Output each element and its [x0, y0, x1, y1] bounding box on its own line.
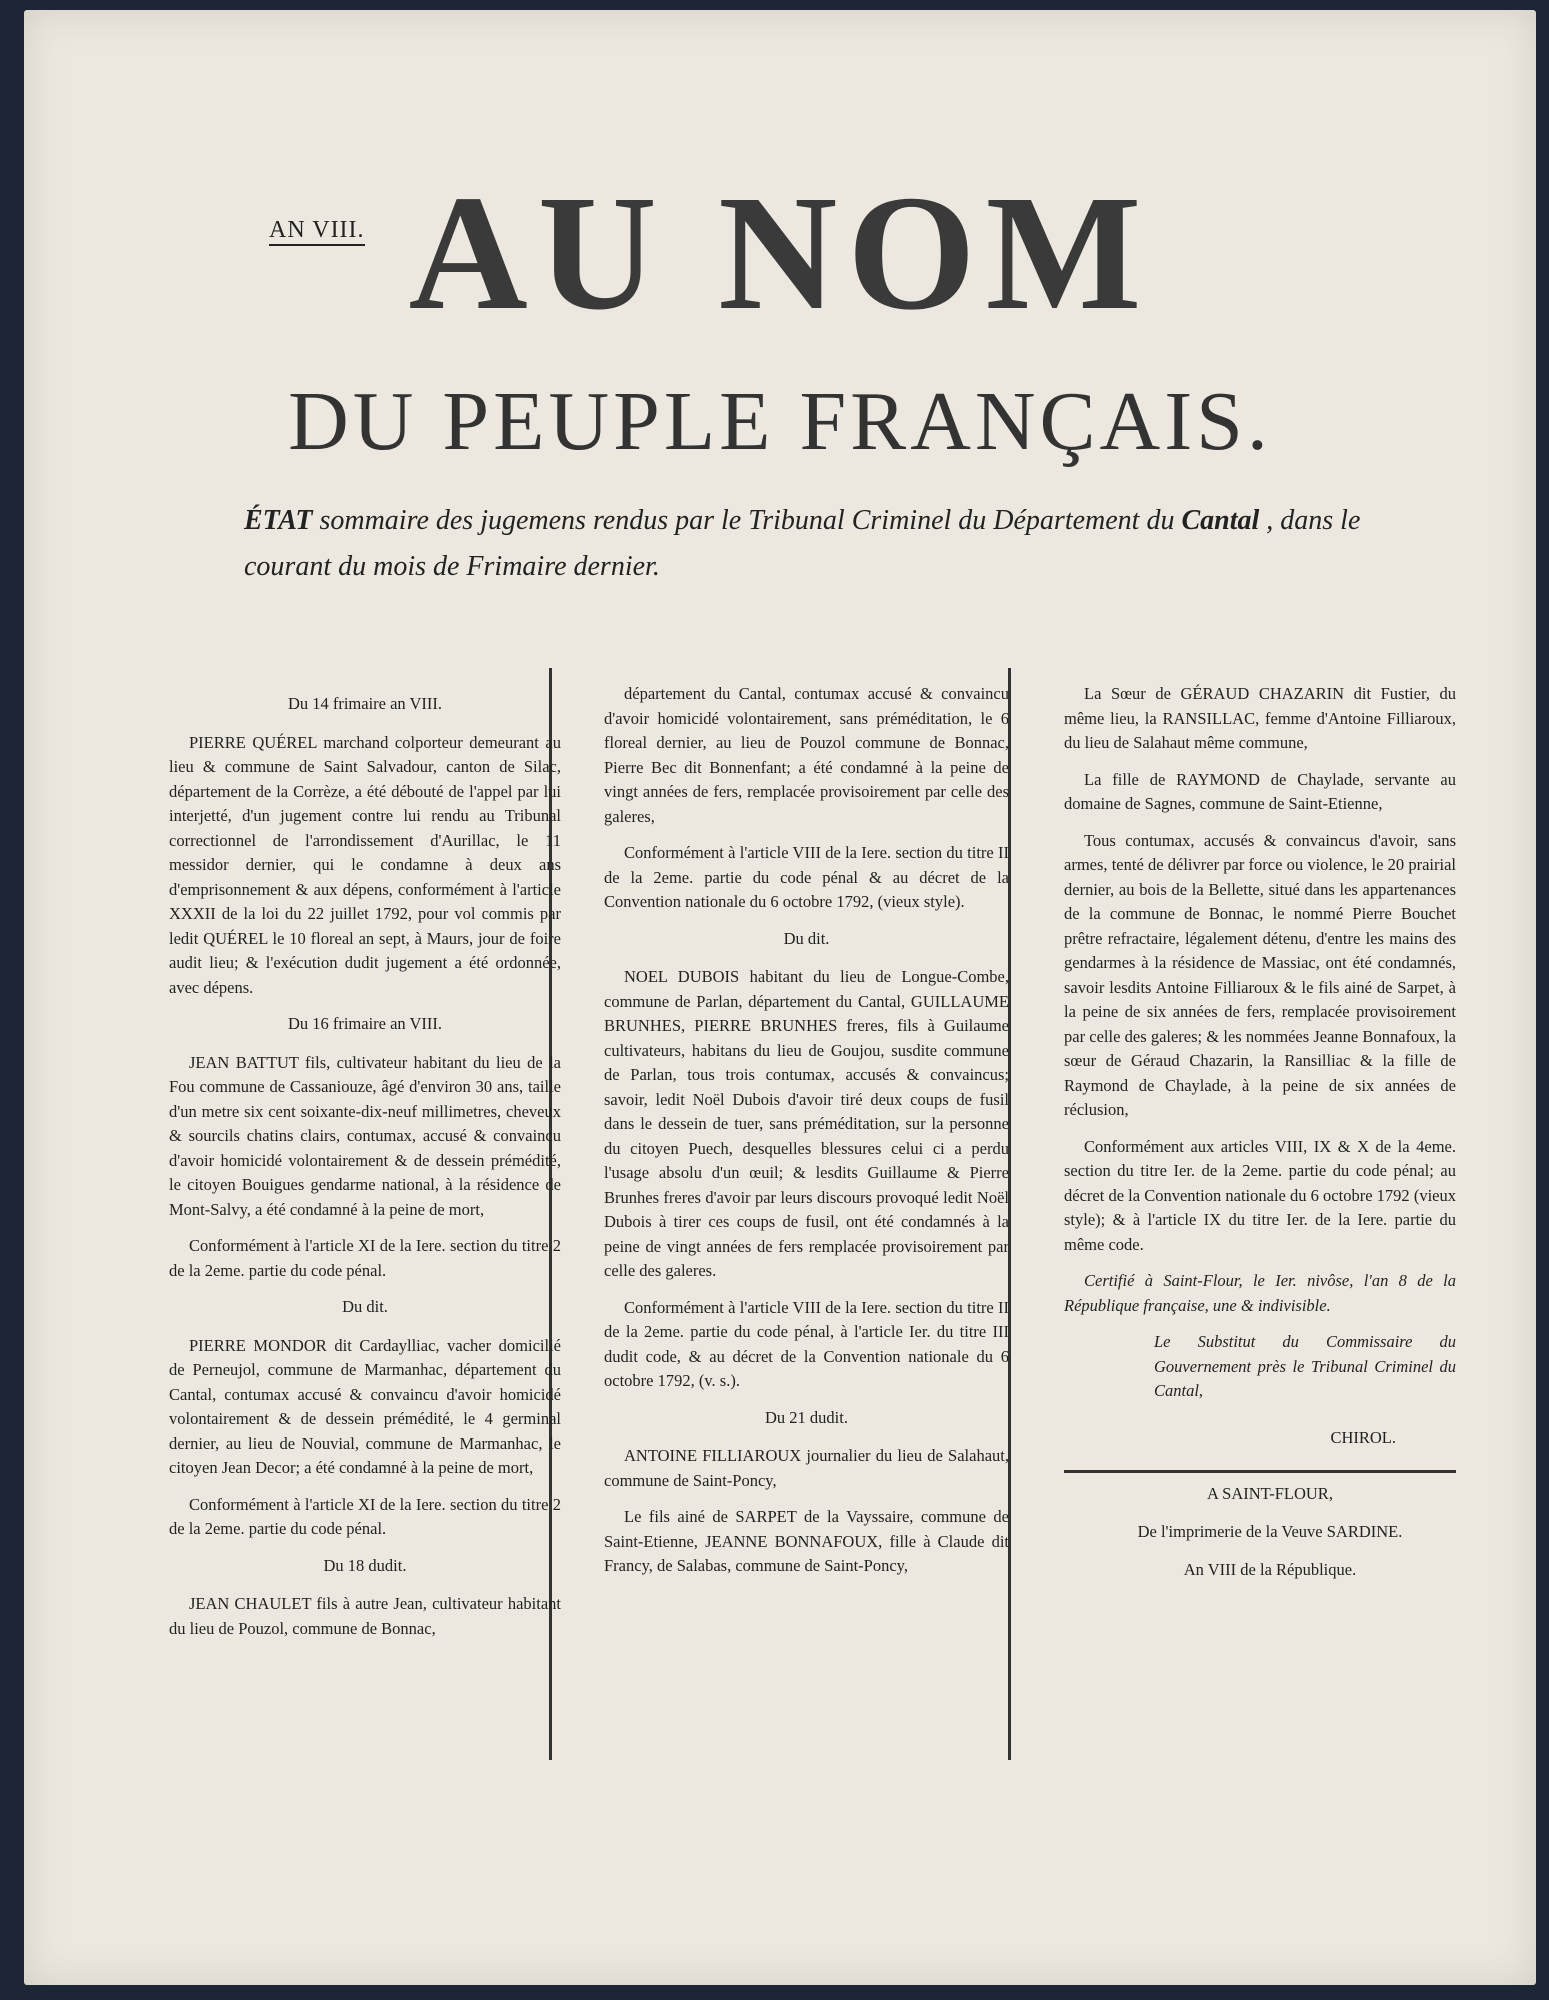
accused-filliaroux: ANTOINE FILLIAROUX journalier du lieu de Salahaut, commune de Saint-Poncy,	[604, 1446, 1009, 1490]
date-heading: Du 16 frimaire an VIII.	[287, 1014, 443, 1033]
etat-heading	[244, 498, 1364, 590]
column-3	[1064, 682, 1456, 1595]
certification: Certifié à Saint-Flour, le Ier. nivôse, l'an 8 de la République française, une & indivisible.	[1064, 1271, 1456, 1315]
substitut-title: Le Substitut du Commissaire du Gouvernement près le Tribunal Criminel du Cantal,	[1154, 1332, 1456, 1400]
judgement-dubois-brunhes: NOEL DUBOIS habitant du lieu de Longue-Combe, commune de Parlan, département du Cantal, GUILLAUME BRUNHES, PIERRE BRUNHES freres, fils à Guilaume cultivateurs, habitans du lieu de Goujou, susdite commune de Parlan, tous trois contumax, accusés & convaincus; savoir, ledit Noël Dubois d'avoir tiré deux coups de fusil dans le dessein de tuer, sans préméditation, sur la personne du citoyen Puech, desquelles blessures celui ci a perdu l'usage absolu d'un œuil; & lesdits Guillaume & Pierre Brunhes freres d'avoir par leurs discours provoqué ledit Noël Dubois à tirer ces coups de fusil, ont été condamnés à la peine de vingt années de fers remplacée provisoirement par celle des galeres.	[604, 967, 1009, 1280]
article-reference: Conformément à l'article VIII de la Iere. section du titre II de la 2eme. partie du code pénal & au décret de la Convention nationale du 6 octobre 1792, (vieux style).	[604, 843, 1009, 911]
accused-chazarin-ransillac: La Sœur de GÉRAUD CHAZARIN dit Fustier, du même lieu, la RANSILLAC, femme d'Antoine Filliaroux, du lieu de Salahaut même commune,	[1064, 684, 1456, 752]
article-reference: Conformément à l'article VIII de la Iere. section du titre II de la 2eme. partie du code pénal, à l'article Ier. du titre III dudit code, & au décret de la Convention nationale du 6 octobre 1792, (v. s.).	[604, 1297, 1009, 1390]
judgement-bellette: Tous contumax, accusés & convaincus d'avoir, sans armes, tenté de délivrer par force ou violence, le 20 prairial dernier, au bois de la Bellette, situé dans les appartenances de la commune de Bonnac, le nommé Pierre Bouchet prêtre refractaire, légalement détenu, d'entre les mains des gendarmes à la résidence de Massiac, ont été condamnés, savoir lesdits Antoine Filliaroux & le fils ainé de Sarpet, à la peine de six années de fers, remplacée provisoirement par celle des galeres; & les nommées Jeanne Bonnafoux, la sœur de Géraud Chazarin, la Ransilliac & la fille de Raymond de Chaylade, à la peine de six années de réclusion,	[1064, 830, 1456, 1119]
imprint-city: A SAINT-FLOUR,	[1207, 1484, 1333, 1503]
article-reference: Conformément à l'article XI de la Iere. section du titre 2 de la 2eme. partie du code pénal.	[169, 1236, 561, 1280]
imprint-year: An VIII de la République.	[1183, 1560, 1357, 1579]
title-au-nom: AU NOM	[408, 161, 1152, 344]
judgement-chaulet-start: JEAN CHAULET fils à autre Jean, cultivateur habitant du lieu de Pouzol, commune de Bonnac,	[169, 1594, 561, 1638]
date-heading: Du dit.	[342, 1297, 388, 1316]
date-heading: Du dit.	[783, 928, 830, 948]
title-peuple-francais: DU PEUPLE FRANÇAIS.	[288, 375, 1272, 468]
judgement-mondor: PIERRE MONDOR dit Cardaylliac, vacher domicilié de Perneujol, commune de Marmanhac, département du Cantal, contumax accusé & convaincu d'avoir homicidé volontairement & de dessein prémédité, le 4 germinal dernier, au lieu de Nouvial, commune de Marmanhac, le citoyen Jean Decor; a été condamné à la peine de mort,	[169, 1335, 561, 1477]
imprint-rule	[1064, 1470, 1456, 1473]
poster-sheet	[24, 10, 1536, 1985]
judgement-battut: JEAN BATTUT fils, cultivateur habitant du lieu de la Fou commune de Cassaniouze, âgé d'environ 30 ans, taille d'un metre six cent soixante-dix-neuf millimetres, cheveux & sourcils chatins clairs, contumax, accusé & convaincu d'avoir homicidé volontairement & de dessein prémédité, le citoyen Bouigues gendarme national, à la résidence de Mont-Salvy, a été condamné à la peine de mort,	[169, 1052, 561, 1219]
judgement-querel: PIERRE QUÉREL marchand colporteur demeurant au lieu & commune de Saint Salvadour, canton de Silac, département de la Corrèze, a été débouté de l'appel par lui interjetté, d'un jugement contre lui rendu au Tribunal correctionnel de l'arrondissement d'Aurillac, le 11 messidor dernier, qui le condamne à deux ans d'emprisonnement & aux dépens, conformément à l'article XXXII de la loi du 22 juillet 1792, pour vol commis par ledit QUÉREL le 10 floreal an sept, à Maurs, jour de foire audit lieu; & l'exécution dudit jugement a été ordonnée, avec dépens.	[169, 732, 561, 997]
year-label: AN VIII.	[269, 217, 365, 246]
etat-lead: ÉTAT	[244, 505, 313, 536]
imprint-printer: De l'imprimerie de la Veuve SARDINE.	[1137, 1522, 1403, 1541]
etat-text: sommaire des jugemens rendus par le Tribunal Criminel du Département du	[312, 505, 1182, 536]
etat-cantal: Cantal	[1181, 505, 1260, 536]
column-2	[604, 682, 1009, 1591]
accused-sarpet-bonnafoux: Le fils ainé de SARPET de la Vayssaire, commune de Saint-Etienne, JEANNE BONNAFOUX, fille à Claude dit Francy, de Salabas, commune de Saint-Poncy,	[604, 1507, 1009, 1575]
signature-chirol: CHIROL.	[1330, 1427, 1396, 1447]
date-heading: Du 18 dudit.	[323, 1555, 407, 1575]
article-reference: Conformément aux articles VIII, IX & X de la 4eme. section du titre Ier. de la 2eme. partie du code pénal; au décret de la Convention nationale du 6 octobre 1792 (vieux style); & à l'article IX du titre Ier. de la Iere. partie du même code.	[1064, 1136, 1456, 1254]
accused-raymond: La fille de RAYMOND de Chaylade, servante au domaine de Sagnes, commune de Saint-Etienne,	[1064, 769, 1456, 813]
date-heading: Du 21 dudit.	[765, 1407, 848, 1427]
judgement-chaulet-end: département du Cantal, contumax accusé & convaincu d'avoir homicidé volontairement, sans préméditation, le 6 floreal dernier, au lieu de Pouzol commune de Bonnac, Pierre Bec dit Bonnenfant; a été condamné à la peine de vingt années de fers, remplacée provisoirement par celle des galeres,	[604, 684, 1009, 826]
date-heading: Du 14 frimaire an VIII.	[287, 694, 443, 713]
article-reference: Conformément à l'article XI de la Iere. section du titre 2 de la 2eme. partie du code pénal.	[169, 1494, 561, 1538]
column-1	[169, 682, 561, 1653]
etat-end: , dans le courant du mois de Frimaire dernier.	[244, 505, 1361, 582]
